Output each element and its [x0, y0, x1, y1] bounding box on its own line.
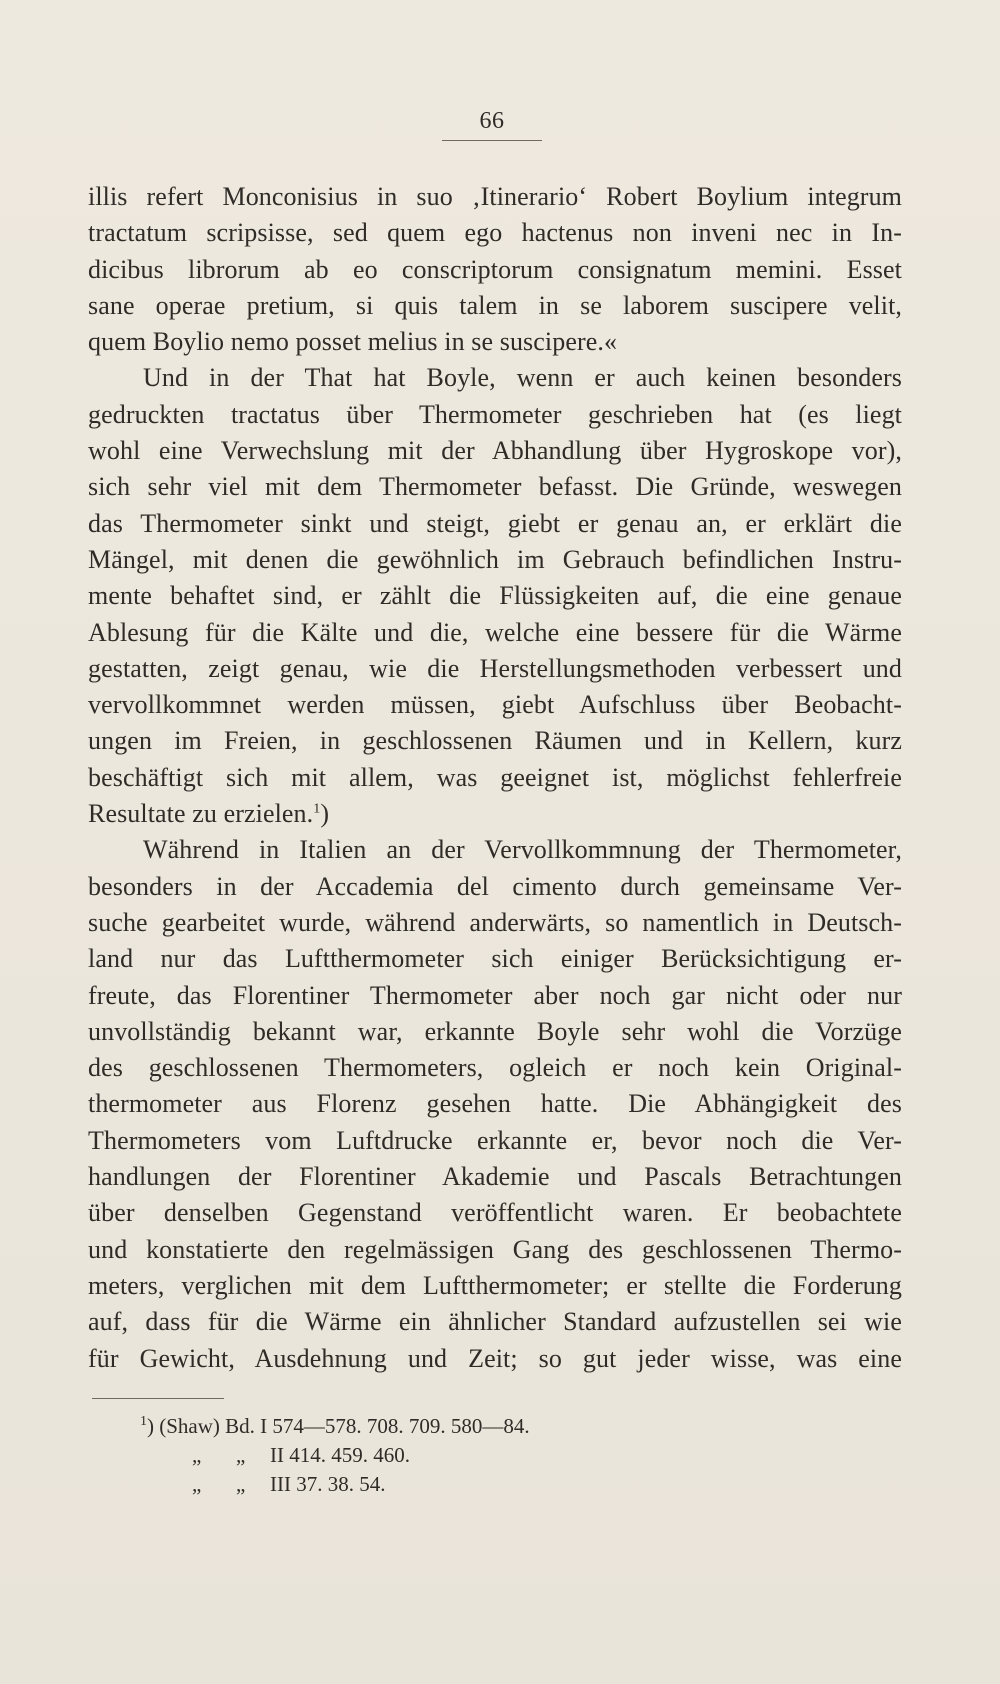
text-line: auf, dass für die Wärme ein ähnlicher Standard aufzustellen sei wie — [88, 1307, 902, 1337]
text-line: für Gewicht, Ausdehnung und Zeit; so gut jeder wisse, was eine — [88, 1343, 902, 1373]
text-line: und konstatierte den regelmässigen Gang des geschlossenen Thermo- — [88, 1234, 902, 1264]
text-line: land nur das Luftthermometer sich einiger Berücksichtigung er- — [88, 944, 902, 974]
footnote-text: ) (Shaw) Bd. I 574—578. 708. 709. 580—84. — [147, 1414, 530, 1438]
text-line: sich sehr viel mit dem Thermometer befasst. Die Gründe, weswegen — [88, 472, 902, 502]
text-line: ungen im Freien, in geschlossenen Räumen und in Kellern, kurz — [88, 726, 902, 756]
text-line: Ablesung für die Kälte und die, welche eine bessere für die Wärme — [88, 617, 902, 647]
paragraph-start-line: Und in der That hat Boyle, wenn er auch keinen besonders — [143, 363, 902, 393]
text-line: freute, das Florentiner Thermometer aber noch gar nicht oder nur — [88, 980, 902, 1010]
ditto-mark: „ — [192, 1443, 202, 1467]
text-line: handlungen der Florentiner Akademie und Pascals Betrachtungen — [88, 1162, 902, 1192]
footnote-reference-close: ) — [320, 799, 330, 829]
text-line: tractatum scripsisse, sed quem ego hactenus non inveni nec in In- — [88, 218, 902, 248]
footnote-line — [140, 1441, 840, 1470]
ditto-mark: „ — [192, 1472, 202, 1496]
text-line: sane operae pretium, si quis talem in se laborem suscipere velit, — [88, 290, 902, 320]
text-line: dicibus librorum ab eo conscriptorum consignatum memini. Esset — [88, 254, 902, 284]
text-line: wohl eine Verwechslung mit der Abhandlung über Hygroskope vor), — [88, 436, 902, 466]
footnote-line — [140, 1470, 840, 1499]
text-line: vervollkommnet werden müssen, giebt Aufschluss über Beobacht- — [88, 690, 902, 720]
page-number: 66 — [479, 108, 505, 134]
paragraph-start-line: Während in Italien an der Vervollkommnung der Thermometer, — [143, 835, 902, 865]
text-line: das Thermometer sinkt und steigt, giebt er genau an, er erklärt die — [88, 508, 902, 538]
ditto-mark: „ — [236, 1443, 246, 1467]
ditto-mark: „ — [236, 1472, 246, 1496]
text-line: unvollständig bekannt war, erkannte Boyle sehr wohl die Vorzüge — [88, 1016, 902, 1046]
text-line: mente behaftet sind, er zählt die Flüssigkeiten auf, die eine genaue — [88, 581, 902, 611]
text-line: thermometer aus Florenz gesehen hatte. Die Abhängigkeit des — [88, 1089, 902, 1119]
body-text — [88, 179, 902, 1377]
text-line: suche gearbeitet wurde, während anderwärts, so namentlich in Deutsch- — [88, 907, 902, 937]
text-line: Thermometers vom Luftdrucke erkannte er, bevor noch die Ver- — [88, 1125, 902, 1155]
text-line: gestatten, zeigt genau, wie die Herstellungsmethoden verbessert und — [88, 653, 902, 683]
text-line-with-footnote — [88, 796, 902, 832]
footnote-rule — [92, 1398, 224, 1399]
footnote-reference: 1 — [313, 801, 321, 817]
text-line: meters, verglichen mit dem Luftthermometer; er stellte die Forderung — [88, 1270, 902, 1300]
footnote-text: II 414. 459. 460. — [270, 1443, 410, 1467]
text-segment: Resultate zu erzielen. — [88, 799, 314, 829]
footnote-text: III 37. 38. 54. — [270, 1472, 386, 1496]
text-line: besonders in der Accademia del cimento durch gemeinsame Ver- — [88, 871, 902, 901]
text-line: über denselben Gegenstand veröffentlicht waren. Er beobachtete — [88, 1198, 902, 1228]
text-line: beschäftigt sich mit allem, was geeignet ist, möglichst fehlerfreie — [88, 762, 902, 792]
footnote-line — [140, 1412, 840, 1441]
text-line: gedruckten tractatus über Thermometer geschrieben hat (es liegt — [88, 399, 902, 429]
text-line: quem Boylio nemo posset melius in se suscipere.« — [88, 327, 618, 357]
text-line: Mängel, mit denen die gewöhnlich im Gebrauch befindlichen Instru- — [88, 544, 902, 574]
page-number-rule — [442, 140, 542, 141]
footnotes — [140, 1412, 840, 1499]
footnote-marker: 1 — [140, 1414, 147, 1429]
text-line: illis refert Monconisius in suo ‚Itinerario‘ Robert Boylium integrum — [88, 182, 902, 211]
text-line: des geschlossenen Thermometers, ogleich er noch kein Original- — [88, 1053, 902, 1083]
